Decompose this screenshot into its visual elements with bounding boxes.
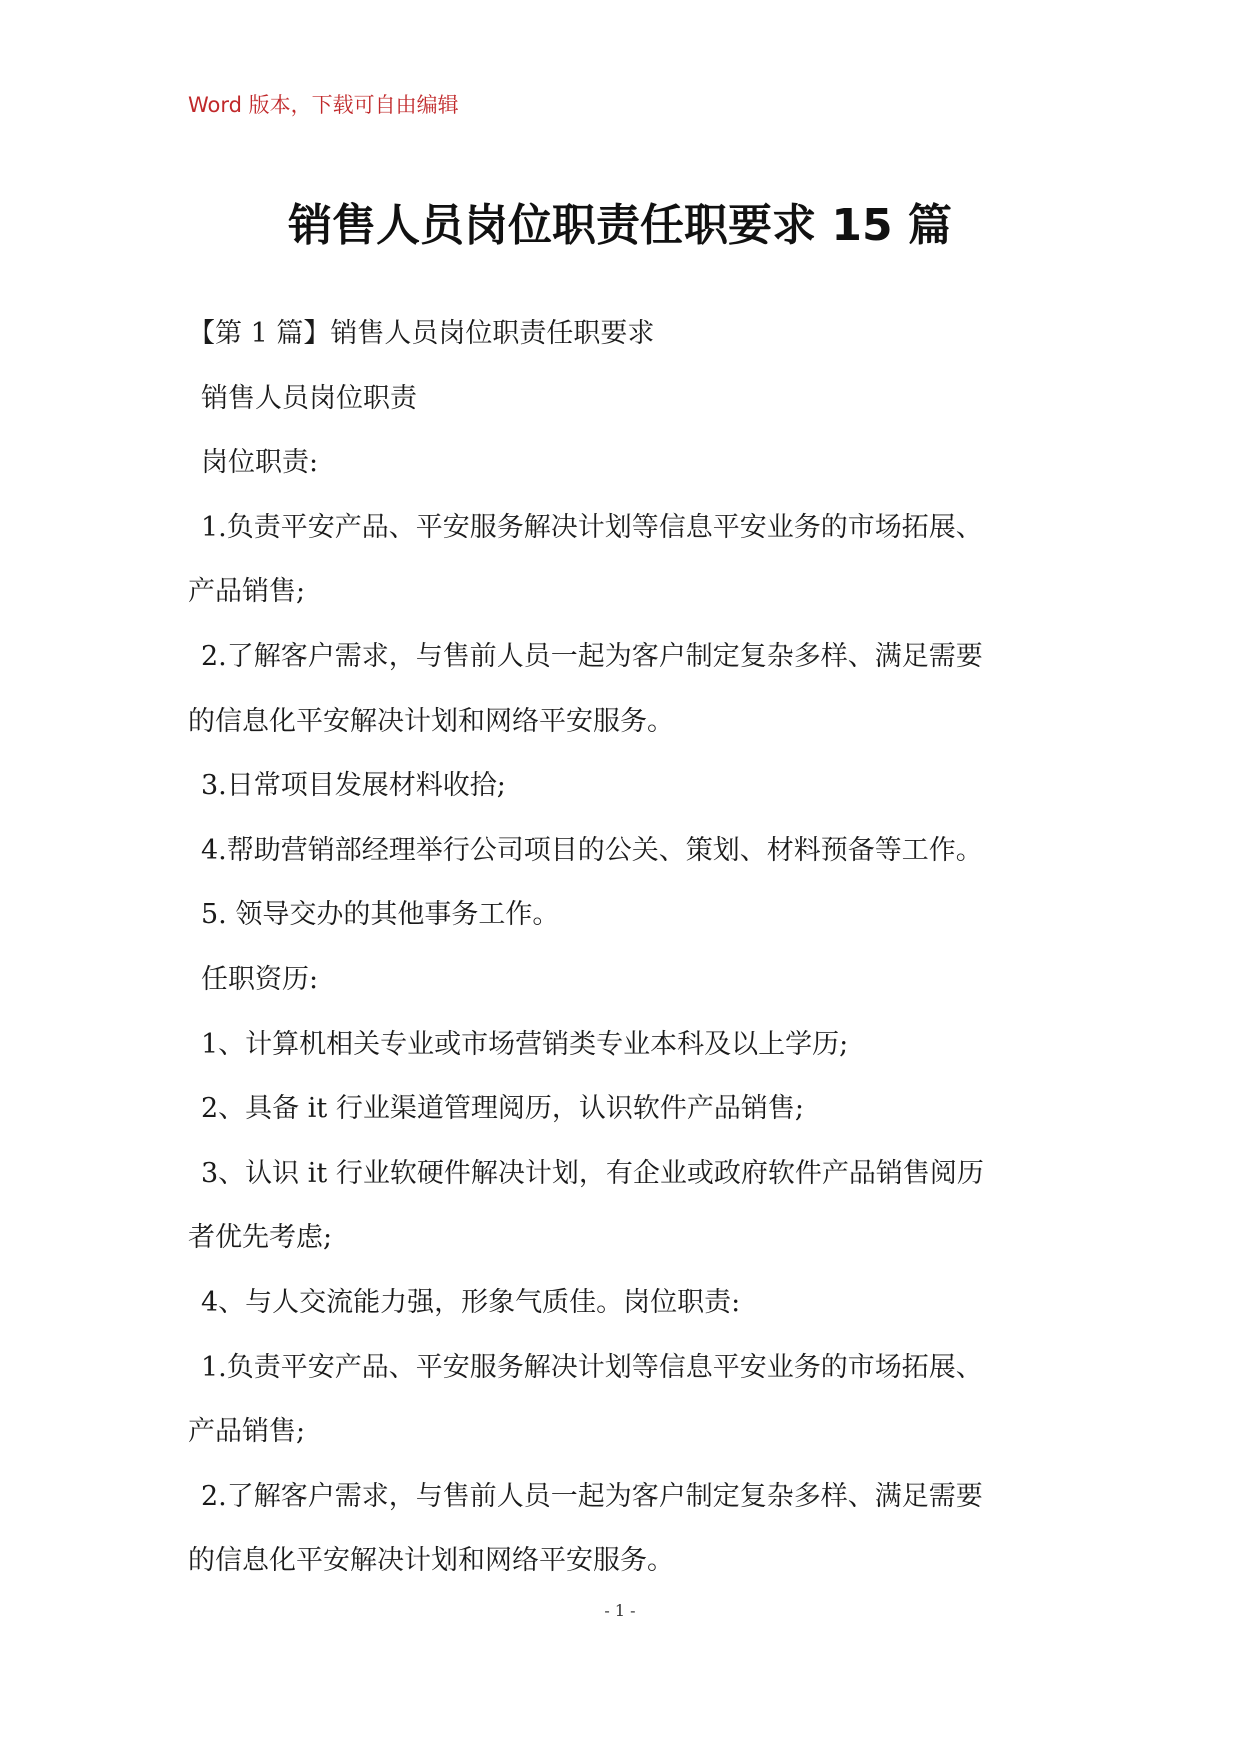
body-line: 产品销售; — [188, 1416, 306, 1448]
body-line: 销售人员岗位职责 — [201, 382, 417, 414]
body-line: 4、与人交流能力强，形象气质佳。岗位职责: — [201, 1286, 741, 1318]
body-line: 2.了解客户需求，与售前人员一起为客户制定复杂多样、满足需要 — [201, 1480, 983, 1512]
body-line: 5. 领导交办的其他事务工作。 — [201, 899, 560, 931]
body-line: 1.负责平安产品、平安服务解决计划等信息平安业务的市场拓展、 — [201, 511, 983, 543]
body-line: 2、具备 it 行业渠道管理阅历，认识软件产品销售; — [201, 1093, 804, 1125]
body-line: 1.负责平安产品、平安服务解决计划等信息平安业务的市场拓展、 — [201, 1351, 983, 1383]
document-body — [188, 302, 1068, 1594]
body-line: 3、认识 it 行业软硬件解决计划，有企业或政府软件产品销售阅历 — [201, 1157, 984, 1189]
body-line: 1、计算机相关专业或市场营销类专业本科及以上学历; — [201, 1028, 849, 1060]
body-line: 2.了解客户需求，与售前人员一起为客户制定复杂多样、满足需要 — [201, 640, 983, 672]
body-line: 3.日常项目发展材料收拾; — [201, 770, 506, 802]
body-line: 【第 1 篇】销售人员岗位职责任职要求 — [188, 318, 655, 349]
body-line: 者优先考虑; — [188, 1222, 333, 1254]
body-line: 的信息化平安解决计划和网络平安服务。 — [188, 705, 674, 737]
body-line: 产品销售; — [188, 576, 306, 608]
body-line: 任职资历: — [201, 963, 319, 995]
body-line: 岗位职责: — [201, 447, 319, 479]
header-note: Word 版本，下载可自由编辑 — [188, 93, 459, 117]
page-number: - 1 - — [604, 1601, 636, 1620]
body-line: 的信息化平安解决计划和网络平安服务。 — [188, 1545, 674, 1577]
page-title: 销售人员岗位职责任职要求 15 篇 — [288, 200, 952, 251]
body-line: 4.帮助营销部经理举行公司项目的公关、策划、材料预备等工作。 — [201, 834, 983, 866]
